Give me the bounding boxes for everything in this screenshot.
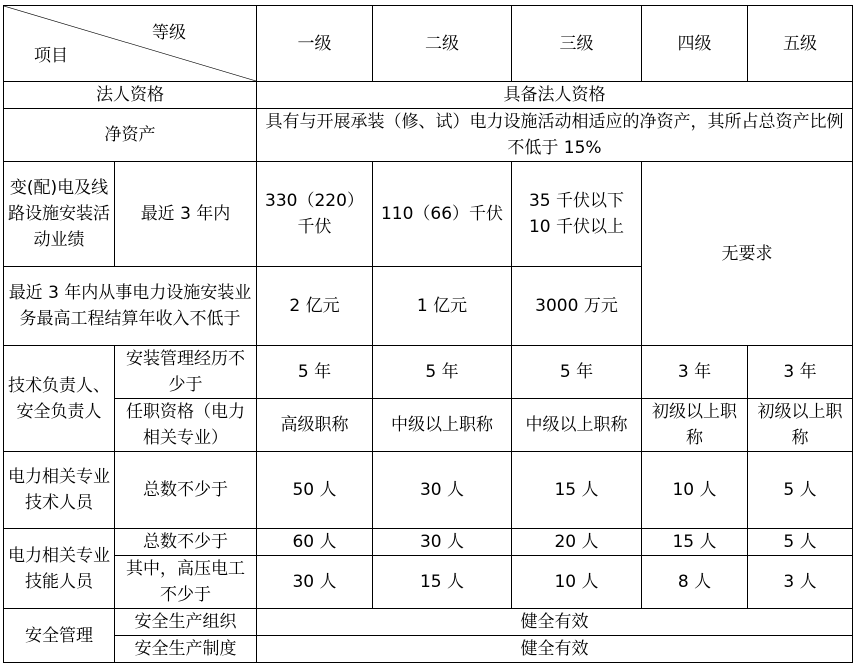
tech-title-grade-5: 初级以上职称 <box>748 399 853 452</box>
techstaff-group-label: 电力相关专业技术人员 <box>4 452 115 529</box>
perf-grade-3 <box>512 162 642 267</box>
safety-sys-label: 安全生产制度 <box>115 636 257 663</box>
grade-2-header: 二级 <box>373 6 512 82</box>
header-diagonal-cell <box>4 6 257 82</box>
perf-no-requirement: 无要求 <box>642 162 853 346</box>
income-label: 最近 3 年内从事电力设施安装业务最高工程结算年收入不低于 <box>4 267 257 346</box>
techstaff-label: 总数不少于 <box>115 452 257 529</box>
skill-group-label: 电力相关专业技能人员 <box>4 529 115 609</box>
perf-grade-1: 330（220）千伏 <box>257 162 373 267</box>
legal-value: 具备法人资格 <box>257 82 853 109</box>
skill-hv-grade-1: 30 人 <box>257 556 373 609</box>
techstaff-grade-3: 15 人 <box>512 452 642 529</box>
techstaff-grade-5: 5 人 <box>748 452 853 529</box>
safety-group-label: 安全管理 <box>4 609 115 663</box>
grade-4-header: 四级 <box>642 6 748 82</box>
tech-exp-label: 安装管理经历不少于 <box>115 346 257 399</box>
header-item-label: 项目 <box>34 46 68 66</box>
tech-exp-grade-3: 5 年 <box>512 346 642 399</box>
skill-hv-grade-3: 10 人 <box>512 556 642 609</box>
skill-hv-grade-2: 15 人 <box>373 556 512 609</box>
techstaff-grade-2: 30 人 <box>373 452 512 529</box>
tech-title-grade-2: 中级以上职称 <box>373 399 512 452</box>
perf-grade-3-line-1: 35 千伏以下 <box>528 191 625 211</box>
header-level-label: 等级 <box>152 23 186 43</box>
skill-total-grade-5: 5 人 <box>748 529 853 556</box>
tech-exp-grade-1: 5 年 <box>257 346 373 399</box>
perf-group-label: 变(配)电及线路设施安装活动业绩 <box>4 162 115 267</box>
skill-total-grade-3: 20 人 <box>512 529 642 556</box>
income-grade-3: 3000 万元 <box>512 267 642 346</box>
perf-grade-3-line-2: 10 千伏以上 <box>528 217 625 237</box>
perf-sub-label: 最近 3 年内 <box>115 162 257 267</box>
skill-hv-grade-4: 8 人 <box>642 556 748 609</box>
tech-title-grade-3: 中级以上职称 <box>512 399 642 452</box>
income-grade-2: 1 亿元 <box>373 267 512 346</box>
skill-total-grade-4: 15 人 <box>642 529 748 556</box>
skill-hv-grade-5: 3 人 <box>748 556 853 609</box>
perf-grade-2: 110（66）千伏 <box>373 162 512 267</box>
safety-org-label: 安全生产组织 <box>115 609 257 636</box>
skill-hv-label: 其中，高压电工不少于 <box>115 556 257 609</box>
techstaff-grade-4: 10 人 <box>642 452 748 529</box>
grade-5-header: 五级 <box>748 6 853 82</box>
tech-exp-grade-4: 3 年 <box>642 346 748 399</box>
safety-sys-value: 健全有效 <box>257 636 853 663</box>
tech-exp-grade-5: 3 年 <box>748 346 853 399</box>
tech-exp-grade-2: 5 年 <box>373 346 512 399</box>
grade-1-header: 一级 <box>257 6 373 82</box>
tech-group-label: 技术负责人、安全负责人 <box>4 346 115 452</box>
legal-label: 法人资格 <box>4 82 257 109</box>
safety-org-value: 健全有效 <box>257 609 853 636</box>
assets-label: 净资产 <box>4 109 257 162</box>
techstaff-grade-1: 50 人 <box>257 452 373 529</box>
tech-title-label: 任职资格（电力相关专业） <box>115 399 257 452</box>
assets-value: 具有与开展承装（修、试）电力设施活动相适应的净资产，其所占总资产比例不低于 15% <box>257 109 853 162</box>
grade-3-header: 三级 <box>512 6 642 82</box>
skill-total-label: 总数不少于 <box>115 529 257 556</box>
tech-title-grade-4: 初级以上职称 <box>642 399 748 452</box>
qualification-table <box>3 5 853 663</box>
skill-total-grade-2: 30 人 <box>373 529 512 556</box>
tech-title-grade-1: 高级职称 <box>257 399 373 452</box>
skill-total-grade-1: 60 人 <box>257 529 373 556</box>
income-grade-1: 2 亿元 <box>257 267 373 346</box>
